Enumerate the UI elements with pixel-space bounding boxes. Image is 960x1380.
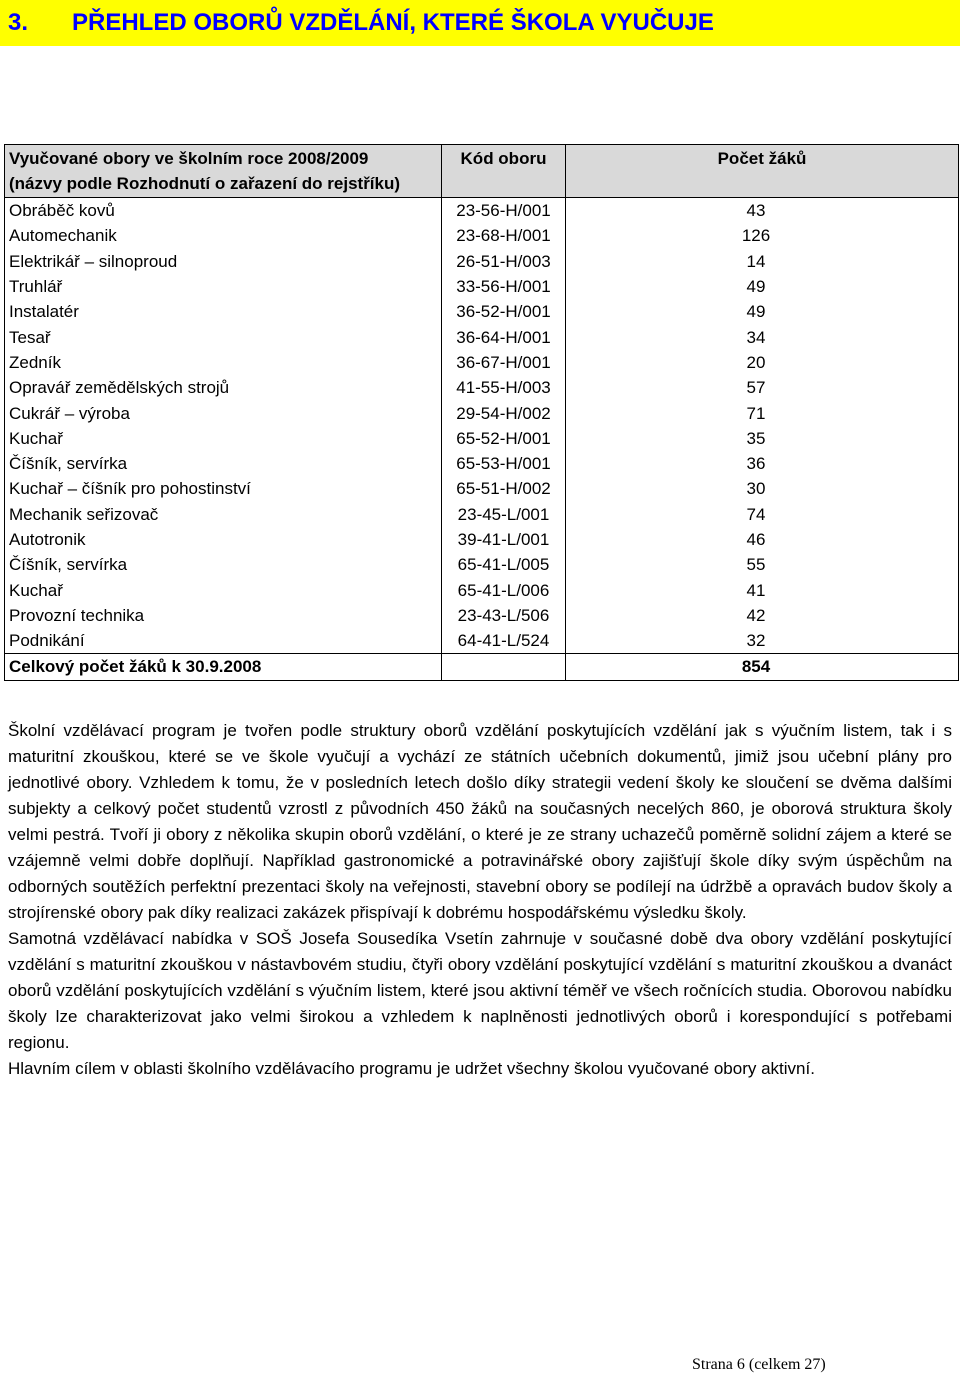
program-name: Zedník [5, 350, 442, 375]
student-count-value: 46 [746, 530, 766, 549]
total-row [5, 654, 959, 680]
table-row [5, 527, 959, 552]
table-header-row [5, 145, 959, 198]
header-program-name-line2: (názvy podle Rozhodnutí o zařazení do rejstříku) [9, 174, 401, 193]
table-row [5, 249, 959, 274]
student-count [566, 223, 959, 248]
student-count [566, 274, 959, 299]
header-program-code: Kód oboru [442, 145, 566, 198]
table-row [5, 451, 959, 476]
student-count-value: 30 [746, 479, 766, 499]
student-count [566, 527, 959, 552]
student-count-value: 71 [746, 403, 766, 423]
program-code: 65-52-H/001 [442, 426, 566, 451]
student-count-value: 126 [741, 226, 771, 246]
student-count [566, 628, 959, 654]
student-count [566, 400, 959, 425]
program-code: 64-41-L/524 [442, 628, 566, 654]
student-count [566, 375, 959, 400]
paragraph: Školní vzdělávací program je tvořen podle struktury oborů vzdělání poskytujících vzdělání jak s výučním listem, tak i s maturitní zkouškou, které se ve škole vyučují a vychází ze státních učebních dokumentů, jimiž jsou učební plány pro jednotlivé obory. Vzhledem k tomu, že v posledních letech došlo díky strategii vedení školy ke sloučení se dvěma dalšími subjekty a celkový počet studentů vzrostl z původních 450 žáků na současných necelých 860, je oborová struktura školy velmi pestrá. Tvoří ji obory z několika skupin oborů vzdělání, o které je ze strany uchazečů poměrně solidní zájem a které se vzájemně velmi dobře doplňují. Například gastronomické a potravinářské obory zajišťují škole díky svým úspěchům na odborných soutěžích perfektní prezentaci školy na veřejnosti, stavební obory se podílejí na údržbě a opravách budov školy a strojírenské obory pak díky realizaci zakázek přispívají k dobrému hospodářskému výsledku školy. [8, 721, 952, 922]
program-name: Číšník, servírka [5, 552, 442, 577]
program-code: 29-54-H/002 [442, 400, 566, 425]
table-row [5, 476, 959, 501]
student-count-value: 43 [746, 201, 766, 221]
program-name: Podnikání [5, 628, 442, 654]
student-count-value: 20 [746, 352, 766, 372]
student-count-value: 32 [746, 631, 766, 651]
program-code: 65-51-H/002 [442, 476, 566, 501]
header-program-name-line1: Vyučované obory ve školním roce 2008/2009 [9, 149, 369, 168]
page-heading [0, 0, 960, 46]
page-number: Strana 6 (celkem 27) [692, 1356, 826, 1373]
student-count [566, 451, 959, 476]
table-row [5, 375, 959, 400]
program-name: Mechanik seřizovač [5, 502, 442, 527]
table-row [5, 426, 959, 451]
program-name: Obráběč kovů [5, 198, 442, 224]
total-count-value: 854 [741, 657, 771, 677]
student-count [566, 502, 959, 527]
program-code: 36-52-H/001 [442, 299, 566, 324]
student-count-value: 14 [746, 251, 766, 271]
total-label: Celkový počet žáků k 30.9.2008 [5, 654, 442, 680]
program-code: 33-56-H/001 [442, 274, 566, 299]
student-count [566, 577, 959, 602]
table-row [5, 400, 959, 425]
header-student-count [566, 145, 959, 198]
body-text [8, 718, 952, 1082]
student-count-value: 41 [746, 580, 766, 600]
student-count-value: 42 [746, 605, 766, 625]
heading-number: 3. [8, 9, 29, 36]
program-name: Kuchař [5, 426, 442, 451]
program-name: Instalatér [5, 299, 442, 324]
program-name: Číšník, servírka [5, 451, 442, 476]
program-name: Automechanik [5, 223, 442, 248]
program-code: 23-43-L/506 [442, 603, 566, 628]
program-code: 23-45-L/001 [442, 502, 566, 527]
program-name: Autotronik [5, 527, 442, 552]
program-name: Provozní technika [5, 603, 442, 628]
table-row [5, 502, 959, 527]
program-code: 39-41-L/001 [442, 527, 566, 552]
student-count [566, 324, 959, 349]
student-count [566, 552, 959, 577]
program-rows [5, 198, 959, 654]
student-count [566, 426, 959, 451]
student-count-value: 57 [746, 378, 766, 398]
program-name: Truhlář [5, 274, 442, 299]
table-row [5, 552, 959, 577]
programs-table [4, 144, 959, 681]
program-name: Kuchař [5, 577, 442, 602]
program-code: 36-67-H/001 [442, 350, 566, 375]
total-count [566, 654, 959, 680]
table-row [5, 299, 959, 324]
program-code: 23-68-H/001 [442, 223, 566, 248]
table-row [5, 577, 959, 602]
table-row [5, 198, 959, 224]
program-code: 65-41-L/006 [442, 577, 566, 602]
total-code [442, 654, 566, 680]
program-code: 41-55-H/003 [442, 375, 566, 400]
student-count-value: 34 [746, 327, 766, 347]
program-code: 26-51-H/003 [442, 249, 566, 274]
student-count [566, 249, 959, 274]
table-row [5, 274, 959, 299]
student-count-value: 49 [746, 302, 766, 322]
student-count [566, 299, 959, 324]
header-student-count-label: Počet žáků [717, 149, 807, 168]
program-name: Kuchař – číšník pro pohostinství [5, 476, 442, 501]
student-count-value: 55 [746, 555, 766, 575]
student-count-value: 36 [746, 454, 766, 474]
header-program-name [5, 145, 442, 198]
program-code: 36-64-H/001 [442, 324, 566, 349]
program-code: 65-53-H/001 [442, 451, 566, 476]
paragraph: Hlavním cílem v oblasti školního vzdělávacího programu je udržet všechny školou vyučované obory aktivní. [8, 1059, 815, 1078]
heading-title: PŘEHLED OBORŮ VZDĚLÁNÍ, KTERÉ ŠKOLA VYUČUJE [72, 9, 714, 36]
student-count-value: 74 [746, 504, 766, 524]
table-row [5, 628, 959, 654]
student-count [566, 603, 959, 628]
program-name: Elektrikář – silnoproud [5, 249, 442, 274]
program-code: 23-56-H/001 [442, 198, 566, 224]
table-row [5, 603, 959, 628]
paragraph: Samotná vzdělávací nabídka v SOŠ Josefa Sousedíka Vsetín zahrnuje v současné době dva obory vzdělání poskytující vzdělání s maturitní zkouškou v nástavbovém studiu, čtyři obory vzdělání poskytující vzdělání s maturitní zkouškou a dvanáct oborů vzdělání poskytujících vzdělání s výučním listem, které jsou aktivní téměř ve všech ročnících studia. Oborovou nabídku školy lze charakterizovat jako velmi širokou a vzhledem k naplněnosti jednotlivých oborů i korespondující s potřebami regionu. [8, 929, 952, 1052]
program-name: Opravář zemědělských strojů [5, 375, 442, 400]
program-name: Tesař [5, 324, 442, 349]
program-name: Cukrář – výroba [5, 400, 442, 425]
table-row [5, 350, 959, 375]
table-row [5, 223, 959, 248]
student-count-value: 35 [746, 428, 766, 448]
student-count [566, 476, 959, 501]
student-count-value: 49 [746, 277, 766, 297]
student-count [566, 198, 959, 224]
program-code: 65-41-L/005 [442, 552, 566, 577]
student-count [566, 350, 959, 375]
table-row [5, 324, 959, 349]
